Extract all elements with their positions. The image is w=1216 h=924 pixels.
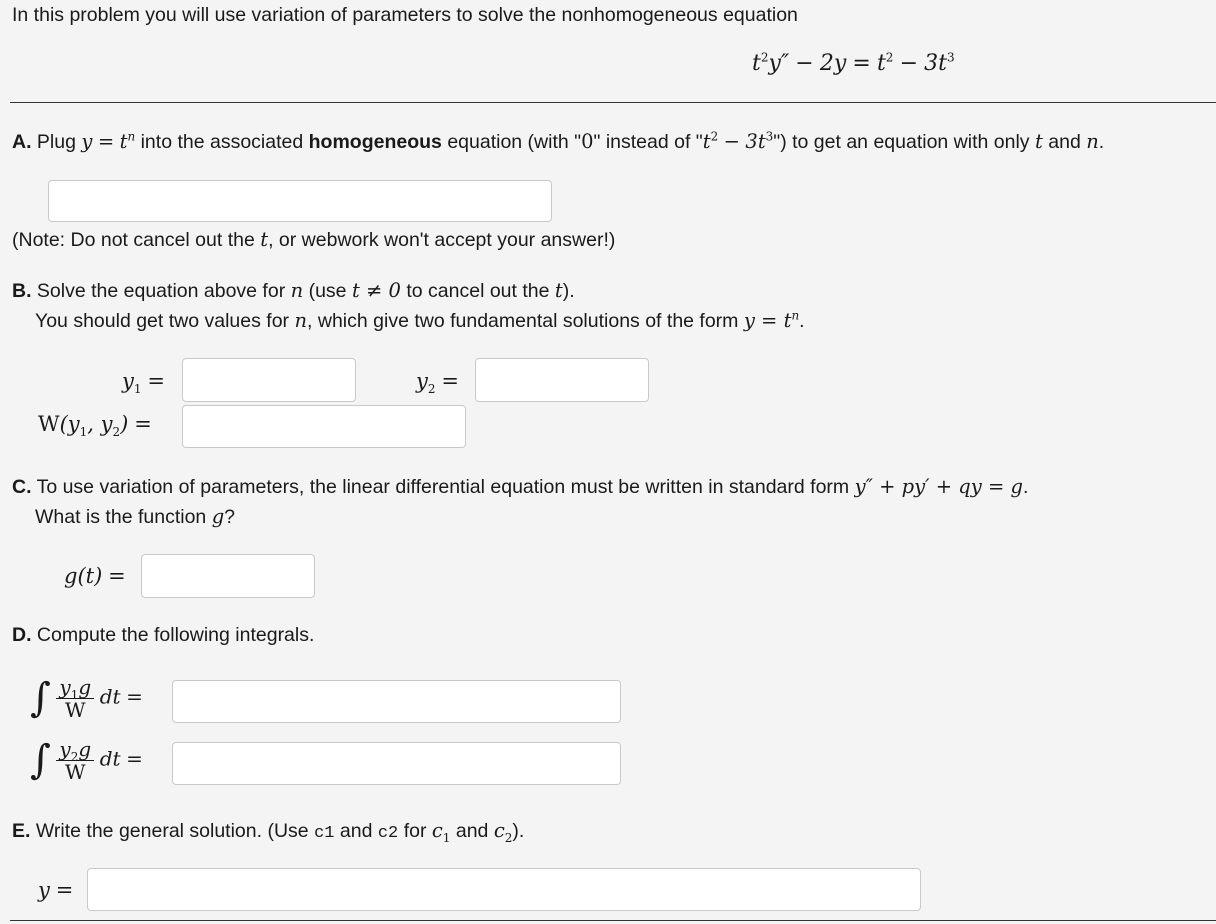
part-e-c1-code: c1	[314, 824, 335, 843]
part-b-end: ).	[562, 280, 575, 302]
part-c-line2	[35, 505, 235, 529]
integral-1-fraction	[56, 676, 94, 721]
integral-1-dt: dt	[99, 684, 121, 709]
part-b-cancel: to cancel out the	[406, 280, 550, 302]
w-sub2: 2	[112, 425, 121, 440]
eq-rhs-3t-exp: 3	[946, 50, 955, 65]
part-a-into: into the associated	[140, 131, 304, 153]
part-b-n: n	[290, 279, 304, 302]
part-b-get: You should get two values for	[35, 310, 290, 332]
part-c-period: .	[1023, 476, 1029, 498]
part-a-t: t	[119, 130, 128, 153]
g-label	[64, 564, 126, 589]
eq-lhs-t-exp: 2	[760, 50, 769, 65]
integral-1-input[interactable]	[172, 680, 621, 723]
part-a-only: ") to get an equation with only	[773, 131, 1030, 153]
w-close: )	[120, 412, 129, 436]
part-b-dot: .	[799, 310, 805, 332]
y1-y: y	[122, 369, 134, 393]
note-t: t	[260, 228, 269, 251]
part-b-sup-n: n	[791, 308, 800, 323]
part-a-cube: 3	[765, 129, 774, 144]
part-c-what: What is the function	[35, 506, 207, 528]
integral-1-num	[56, 674, 94, 702]
part-b-line1	[12, 279, 575, 303]
i1-g: g	[78, 674, 92, 699]
part-d-label: D.	[12, 624, 32, 646]
w-open: (y	[59, 412, 80, 436]
divider-top	[10, 102, 1216, 103]
part-e-c2-code: c2	[377, 824, 399, 843]
part-e-for: for	[403, 820, 427, 842]
part-a-nvar: n	[1086, 130, 1099, 153]
integral-2-dt: dt	[99, 746, 121, 771]
eq-rhs-3t: 3t	[924, 51, 947, 76]
y1-label	[122, 369, 165, 397]
part-e-write: Write the general solution. (Use	[35, 820, 309, 842]
part-a-3t: 3t	[745, 130, 766, 153]
part-e-c1: c	[431, 819, 443, 842]
eq-lhs-ypp: y″	[768, 51, 790, 76]
wronskian-input[interactable]	[182, 405, 466, 448]
y2-sub: 2	[427, 382, 436, 397]
part-c-std-form: y″ + py′ + qy = g	[854, 475, 1023, 498]
part-a-tsq: t	[702, 130, 711, 153]
part-c-text: To use variation of parameters, the linear differential equation must be written in standard form	[36, 476, 850, 498]
part-e-c2-sub: 2	[504, 830, 513, 845]
i1-sub: 1	[70, 687, 79, 702]
part-a-homogeneous: homogeneous	[308, 131, 442, 153]
part-d-text	[12, 624, 314, 647]
i2-g: g	[78, 736, 92, 761]
part-a-tvar: t	[1034, 130, 1043, 153]
y1-eq: =	[147, 369, 165, 393]
part-e-and2: and	[455, 820, 489, 842]
part-b-n2: n	[294, 309, 308, 332]
g-input[interactable]	[141, 554, 315, 598]
note-part1: (Note: Do not cancel out the	[12, 229, 255, 251]
part-b-y-eq-t: y = t	[743, 309, 792, 332]
integral-2-input[interactable]	[172, 742, 621, 785]
y1-input[interactable]	[182, 358, 356, 402]
i2-sub: 2	[70, 749, 79, 764]
eq-rhs-t-exp: 2	[885, 50, 894, 65]
part-a-period: .	[1098, 131, 1105, 153]
note-part2: , or webwork won't accept your answer!)	[268, 229, 616, 251]
main-equation	[752, 50, 955, 76]
part-a-minus: −	[723, 130, 740, 153]
eq-minus-2: −	[899, 51, 918, 76]
gs-eq: =	[55, 878, 74, 902]
integral-2-eq: =	[126, 746, 143, 771]
eq-lhs-t: t	[752, 51, 761, 76]
gs-y: y	[38, 878, 50, 902]
y2-y: y	[416, 369, 428, 393]
i2-y: y	[59, 736, 71, 761]
part-e-end: ).	[512, 820, 525, 842]
part-a-text	[12, 130, 1104, 154]
y2-input[interactable]	[475, 358, 649, 402]
g-of-t: g(t)	[64, 564, 103, 588]
general-solution-input[interactable]	[87, 868, 921, 911]
integral-2-num	[56, 736, 94, 764]
part-a-and: and	[1048, 131, 1081, 153]
w-letter: W	[38, 412, 60, 436]
general-solution-label	[38, 878, 73, 903]
note-text	[12, 228, 615, 252]
part-b-t-neq: t ≠ 0	[351, 279, 401, 302]
part-a-instead: " instead of "	[593, 131, 703, 153]
y2-label	[416, 369, 459, 397]
divider-bottom	[10, 920, 1216, 921]
i1-y: y	[59, 674, 71, 699]
part-b-form: , which give two fundamental solutions of the form	[307, 310, 739, 332]
part-c-line1	[12, 475, 1028, 499]
eq-equals: =	[852, 51, 871, 76]
w-comma: , y	[87, 412, 113, 436]
part-a-y: y	[81, 130, 93, 153]
eq-rhs-t: t	[876, 51, 886, 76]
part-c-label: C.	[12, 476, 32, 498]
part-b-solve: Solve the equation above for	[36, 280, 286, 302]
w-sub1: 1	[79, 425, 88, 440]
part-e-c1-sub: 1	[442, 830, 451, 845]
part-a-sq: 2	[710, 129, 719, 144]
eq-lhs-2y: 2y	[819, 51, 847, 76]
wronskian-label	[38, 412, 152, 440]
eq-minus: −	[795, 51, 814, 76]
part-b-line2	[35, 309, 805, 333]
w-eq: =	[134, 412, 152, 436]
part-e-c2: c	[493, 819, 505, 842]
integral-1-den: W	[65, 697, 86, 722]
part-e-and: and	[339, 820, 373, 842]
part-a-plug: Plug	[36, 131, 76, 153]
integral-2-den: W	[65, 759, 86, 784]
part-a-answer-input[interactable]	[48, 180, 552, 222]
part-a-zero: 0	[581, 130, 594, 153]
g-eq: =	[108, 564, 126, 588]
part-e-text	[12, 819, 524, 843]
part-b-label: B.	[12, 280, 32, 302]
integral-1-eq: =	[126, 684, 143, 709]
part-a-eq: =	[97, 130, 115, 153]
part-c-q: ?	[224, 506, 236, 528]
part-e-label: E.	[12, 820, 31, 842]
part-c-g: g	[211, 505, 225, 528]
integral-2-fraction	[56, 738, 94, 783]
integral-2-sign: ∫	[30, 737, 51, 783]
part-d-desc: Compute the following integrals.	[36, 624, 315, 646]
intro-text: In this problem you will use variation of parameters to solve the nonhomogeneous equation	[12, 4, 798, 26]
part-a-n: n	[127, 129, 136, 144]
part-a-label: A.	[12, 131, 32, 153]
part-a-with: equation (with "	[447, 131, 582, 153]
part-b-tvar: t	[554, 279, 563, 302]
integral-2	[30, 737, 143, 783]
integral-1	[30, 675, 143, 721]
y2-eq: =	[441, 369, 459, 393]
part-b-use: (use	[308, 280, 347, 302]
integral-1-sign: ∫	[30, 675, 51, 721]
y1-sub: 1	[133, 382, 142, 397]
